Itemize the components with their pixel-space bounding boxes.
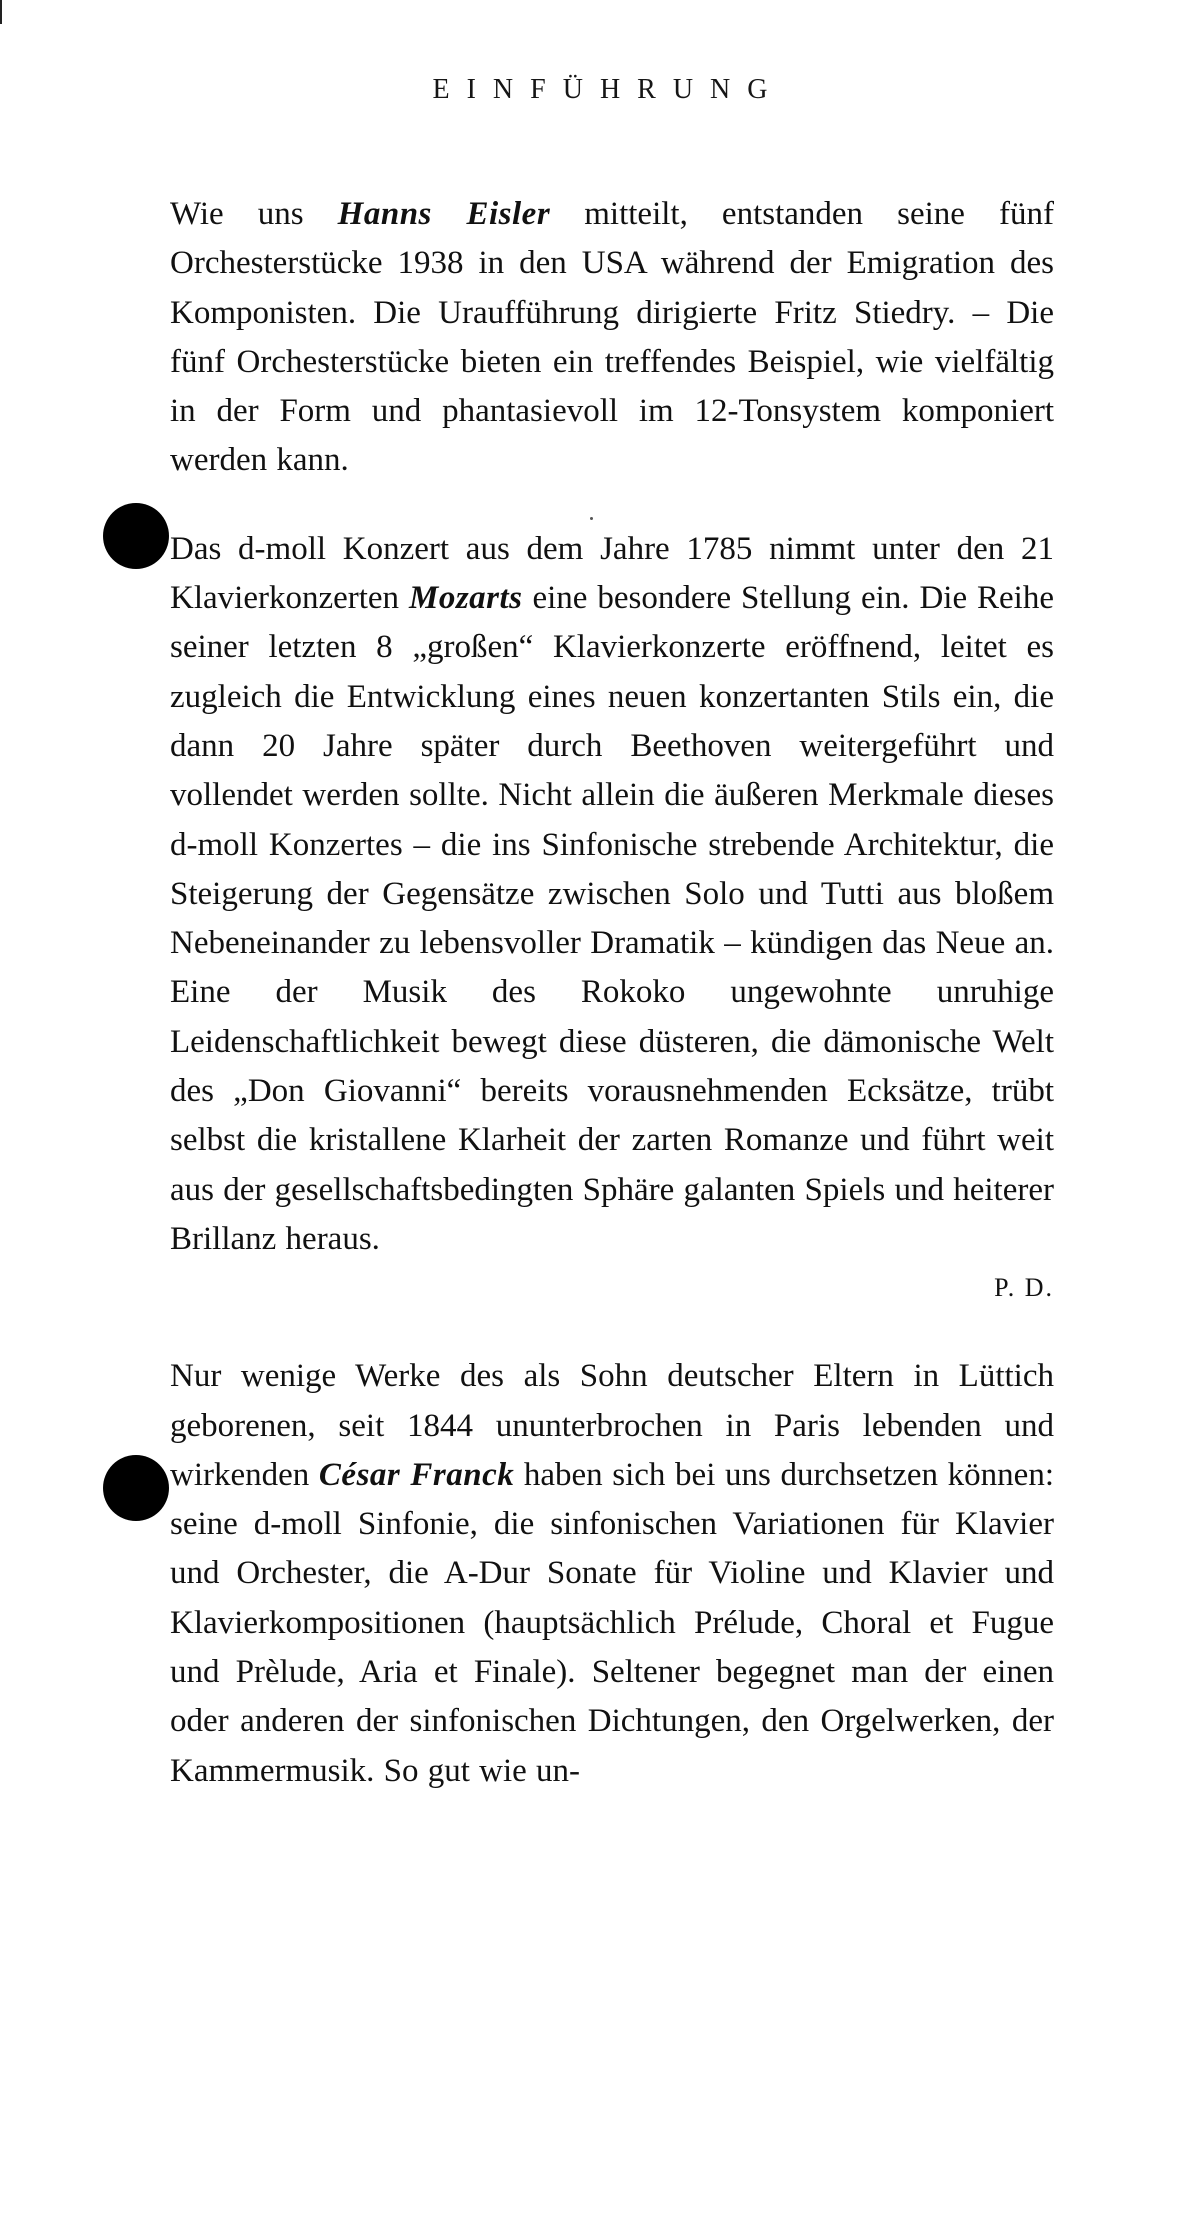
paragraph-text-run: mitteilt, entstanden seine fünf Orchesterstücke 1938 in den USA während der Emigration des Komponisten. Die Uraufführung dirigierte Fritz Stiedry. – Die fünf Orchesterstücke bieten ein treffendes Beispiel, wie vielfältig in der Form und phantasievoll im 12-Tonsystem komponiert werden kann. — [170, 196, 1055, 479]
paragraph-name-emphasis: César Franck — [318, 1456, 515, 1493]
paragraph-text-run: Das d-moll Konzert aus dem Jahre 1785 nimmt unter den 21 Klavierkonzerten — [170, 530, 1054, 617]
author-signature: P. D. — [994, 1273, 1054, 1303]
paragraph-franck — [170, 1352, 1054, 1796]
paragraph-text-run: Nur wenige Werke des als Sohn deutscher Eltern in Lüttich geborenen, seit 1844 ununterbrochen in Paris lebenden und wirkenden — [170, 1358, 1054, 1493]
paragraph-text-run: haben sich bei uns durchsetzen können: seine d-moll Sinfonie, die sinfonischen Variationen für Klavier und Orchester, die A-Dur Sonate für Violine und Klavier und Klavierkompositionen (hauptsächlich Prélude, Choral et Fugue und Prèlude, Aria et Finale). Seltener begegnet man der einen oder anderen der sinfonischen Dichtungen, den Orgelwerken, der Kammermusik. So gut wie un- — [170, 1456, 1054, 1789]
scan-edge-mark — [0, 0, 2, 24]
paragraph-text-run: Wie uns — [170, 196, 338, 232]
running-head-title: EINFÜHRUNG — [432, 74, 785, 105]
paragraph-mozart — [170, 525, 1054, 1264]
paragraph-name-emphasis: Mozarts — [408, 580, 523, 617]
paragraph-text-run: eine besondere Stellung ein. Die Reihe seiner letzten 8 „großen“ Klavierkonzerte eröffnend, leitet es zugleich die Entwicklung eines neuen konzertanten Stils ein, die dann 20 Jahre später durch Beethoven weitergeführt und vollendet werden sollte. Nicht allein die äußeren Merkmale dieses d-moll Konzertes – die ins Sinfonische strebende Architektur, die Steigerung der Gegensätze zwischen Solo und Tutti aus bloßem Nebeneinander zu lebensvoller Dramatik – kündigen das Neue an. Eine der Musik des Rokoko ungewohnte unruhige Leidenschaftlichkeit bewegt diese düsteren, die dämonische Welt des „Don Giovanni“ bereits vorausnehmenden Ecksätze, trübt selbst die kristallene Klarheit der zarten Romanze und führt weit aus der gesellschaftsbedingten Sphäre galanten Spiels und heiterer Brillanz heraus. — [170, 580, 1054, 1257]
paragraph-name-emphasis: Hanns Eisler — [337, 196, 551, 232]
paragraph-eisler — [170, 190, 1054, 486]
punch-hole-bottom — [103, 1455, 169, 1521]
page-body — [170, 190, 1054, 1796]
punch-hole-top — [103, 503, 169, 569]
